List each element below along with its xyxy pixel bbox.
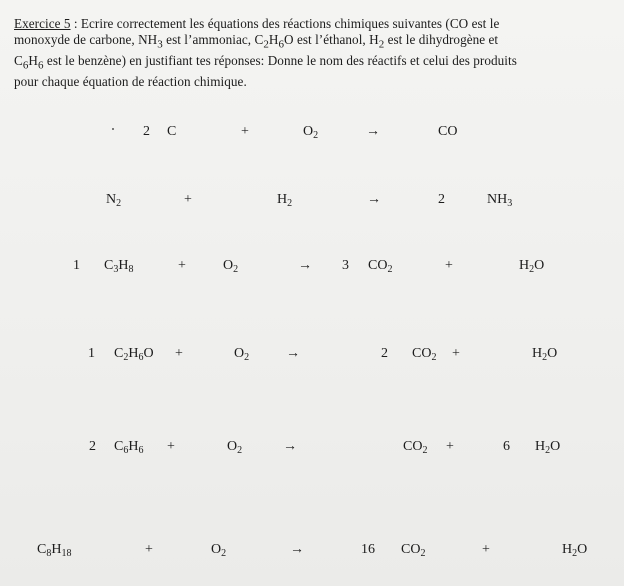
eq2-product-1: $NH_3$: [487, 192, 513, 209]
eq3-arrow: →: [298, 258, 312, 273]
eq5-reactant-1: $C_6H_6$: [114, 439, 144, 456]
eq2-arrow: →: [367, 192, 381, 207]
eq2-reactant-1: $N_2$: [106, 192, 122, 209]
eq1-product-1: CO: [438, 124, 458, 139]
instructions-line-4: pour chaque équation de réaction chimique.: [14, 74, 247, 90]
eq6-arrow: →: [290, 542, 304, 557]
eq5-product-1: $CO_2$: [403, 439, 428, 456]
eq2-reactant-2: $H_2$: [277, 192, 293, 209]
eq3-plus-2: +: [445, 258, 453, 273]
eq5-coefficient-1: 2: [89, 439, 96, 454]
eq5-arrow: →: [283, 439, 297, 454]
instructions-line-1: Exercice 5 : Ecrire correctement les équations des réactions chimiques suivantes (CO est le: [14, 16, 500, 31]
eq3-product-1: $CO_2$: [368, 258, 393, 275]
exercise-instructions: [14, 16, 614, 90]
eq1-reactant-1: C: [167, 124, 177, 139]
eq1-coefficient-1: 2: [143, 124, 150, 139]
eq4-plus-2: +: [452, 346, 460, 361]
eq3-plus-1: +: [178, 258, 186, 273]
eq3-reactant-2: $O_2$: [223, 258, 239, 275]
eq4-reactant-1: $C_2H_6O$: [114, 346, 154, 363]
eq4-coefficient-3: 2: [381, 346, 388, 361]
eq6-coefficient-3: 16: [361, 542, 375, 557]
eq6-plus-2: +: [482, 542, 490, 557]
eq6-product-1: $CO_2$: [401, 542, 426, 559]
eq4-product-2: $H_2O$: [532, 346, 558, 363]
eq3-reactant-1: $C_3H_8$: [104, 258, 134, 275]
eq3-coefficient-1: 1: [73, 258, 80, 273]
eq5-reactant-2: $O_2$: [227, 439, 243, 456]
stray-mark: [112, 128, 114, 130]
eq6-product-2: $H_2O$: [562, 542, 588, 559]
eq2-plus-1: +: [184, 192, 192, 207]
eq1-reactant-2: $O_2$: [303, 124, 319, 141]
eq6-reactant-2: $O_2$: [211, 542, 227, 559]
instructions-line-2: monoxyde de carbone, $NH_3$ est l’ammoniac, $C_2H_6O$ est l’éthanol, $H_2$ est le dihydrogène et: [14, 31, 499, 51]
eq3-product-2: $H_2O$: [519, 258, 545, 275]
eq4-coefficient-1: 1: [88, 346, 95, 361]
eq1-arrow: →: [366, 124, 380, 139]
eq4-product-1: $CO_2$: [412, 346, 437, 363]
eq6-reactant-1: $C_8H_{18}$: [37, 542, 72, 559]
eq5-plus-1: +: [167, 439, 175, 454]
eq1-plus-1: +: [241, 124, 249, 139]
instructions-line-3: $C_6H_6$ est le benzène) en justifiant tes réponses: Donne le nom des réactifs et celui des produits: [14, 52, 517, 72]
eq6-plus-1: +: [145, 542, 153, 557]
eq5-coefficient-4: 6: [503, 439, 510, 454]
eq2-coefficient-3: 2: [438, 192, 445, 207]
eq4-reactant-2: $O_2$: [234, 346, 250, 363]
eq4-plus-1: +: [175, 346, 183, 361]
eq5-plus-2: +: [446, 439, 454, 454]
eq3-coefficient-3: 3: [342, 258, 349, 273]
exercise-title: Exercice 5: [14, 16, 71, 31]
eq5-product-2: $H_2O$: [535, 439, 561, 456]
eq4-arrow: →: [286, 346, 300, 361]
